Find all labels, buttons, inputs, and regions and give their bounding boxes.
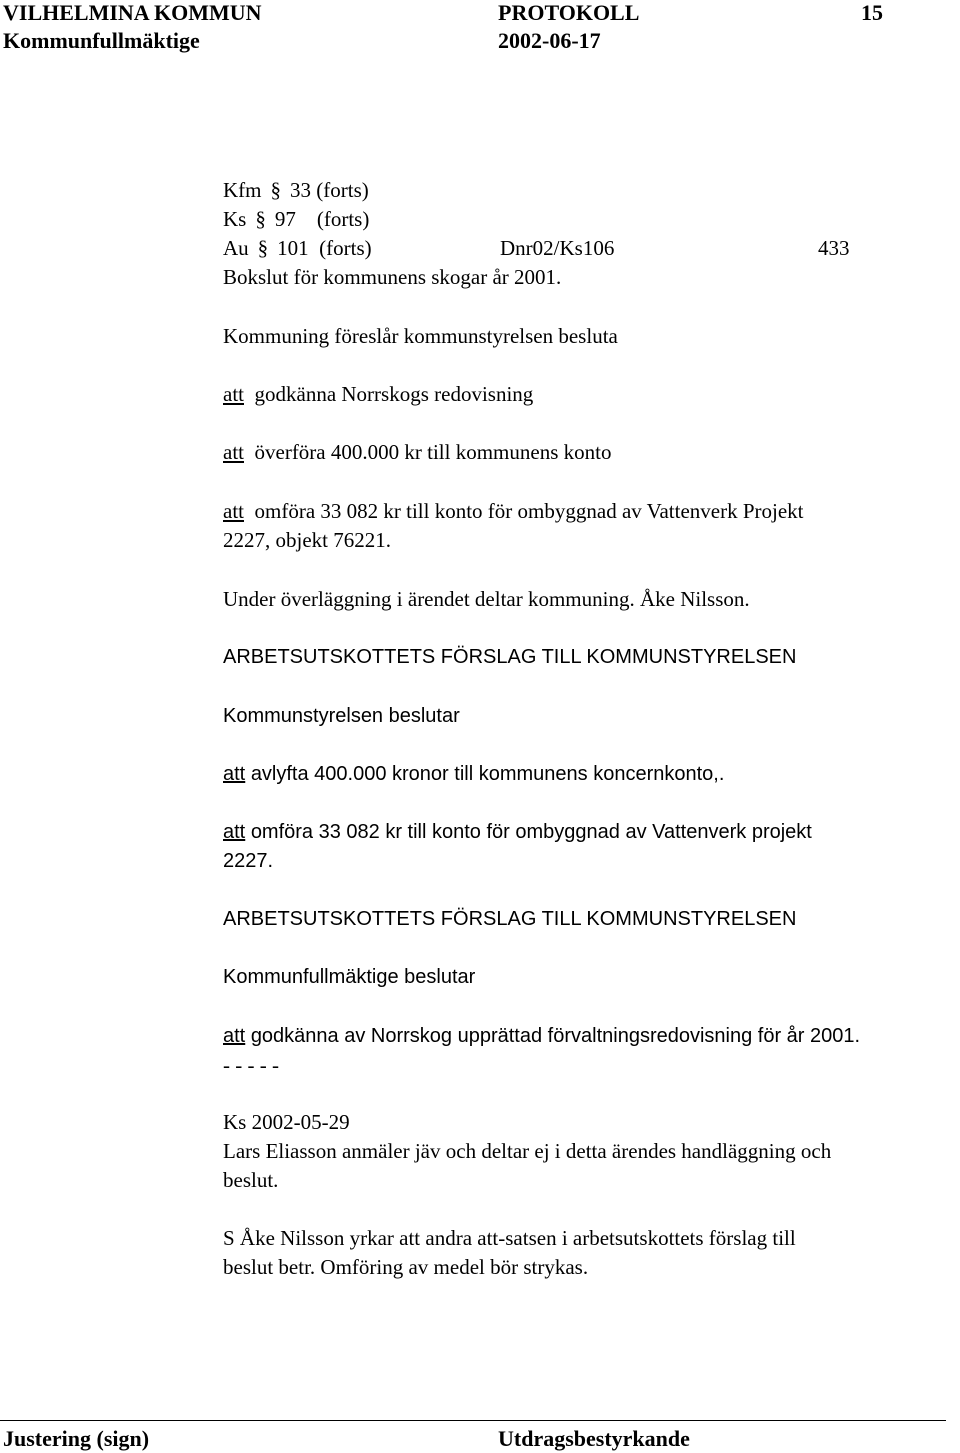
proposal-item: att överföra 400.000 kr till kommunens konto — [223, 440, 612, 464]
decision-item: att avlyfta 400.000 kronor till kommunens koncernkonto,. — [223, 763, 725, 785]
certification-label: Utdragsbestyrkande — [498, 1426, 690, 1451]
municipality-name: VILHELMINA KOMMUN — [3, 0, 262, 25]
ks-decides-label: Kommunstyrelsen beslutar — [223, 705, 460, 727]
body-name: Kommunfullmäktige — [3, 28, 200, 53]
matter-title: Bokslut för kommunens skogar år 2001. — [223, 265, 562, 289]
page-number: 15 — [861, 0, 883, 25]
diary-number: Dnr02/Ks106 — [500, 236, 615, 260]
kf-decides-label: Kommunfullmäktige beslutar — [223, 966, 476, 988]
meeting-date: 2002-06-17 — [498, 28, 601, 53]
section-heading: ARBETSUTSKOTTETS FÖRSLAG TILL KOMMUNSTYRELSEN — [223, 908, 797, 930]
decision-item: att godkänna av Norrskog upprättad förvaltningsredovisning för år 2001. — [223, 1025, 861, 1047]
ks-meeting-date: Ks 2002-05-29 — [223, 1110, 350, 1134]
conflict-of-interest-line: Lars Eliasson anmäler jäv och deltar ej i detta ärendes handläggning och — [223, 1139, 832, 1163]
proposal-item-continuation: 2227, objekt 76221. — [223, 528, 391, 552]
debate-note: Under överläggning i ärendet deltar kommuning. Åke Nilsson. — [223, 587, 750, 611]
proposal-intro: Kommuning föreslår kommunstyrelsen besluta — [223, 324, 618, 348]
footer-rule — [0, 1420, 946, 1421]
document-type: PROTOKOLL — [498, 0, 640, 25]
ref-ks: Ks § 97 (forts) — [223, 207, 370, 231]
signature-field-label: Justering (sign) — [3, 1426, 150, 1451]
conflict-of-interest-line: beslut. — [223, 1168, 279, 1192]
decision-item-continuation: 2227. — [223, 850, 274, 872]
archive-code: 433 — [818, 236, 850, 260]
ref-kfm: Kfm § 33 (forts) — [223, 178, 369, 202]
separator: - - - - - — [223, 1053, 279, 1077]
proposal-item: att godkänna Norrskogs redovisning — [223, 382, 534, 406]
ref-au: Au § 101 (forts) — [223, 236, 372, 260]
section-heading: ARBETSUTSKOTTETS FÖRSLAG TILL KOMMUNSTYRELSEN — [223, 646, 797, 668]
proposal-item: att omföra 33 082 kr till konto för ombyggnad av Vattenverk Projekt — [223, 499, 804, 523]
motion-line: beslut betr. Omföring av medel bör strykas. — [223, 1255, 589, 1279]
decision-item: att omföra 33 082 kr till konto för ombyggnad av Vattenverk projekt — [223, 821, 812, 843]
motion-line: S Åke Nilsson yrkar att andra att-satsen i arbetsutskottets förslag till — [223, 1226, 796, 1250]
